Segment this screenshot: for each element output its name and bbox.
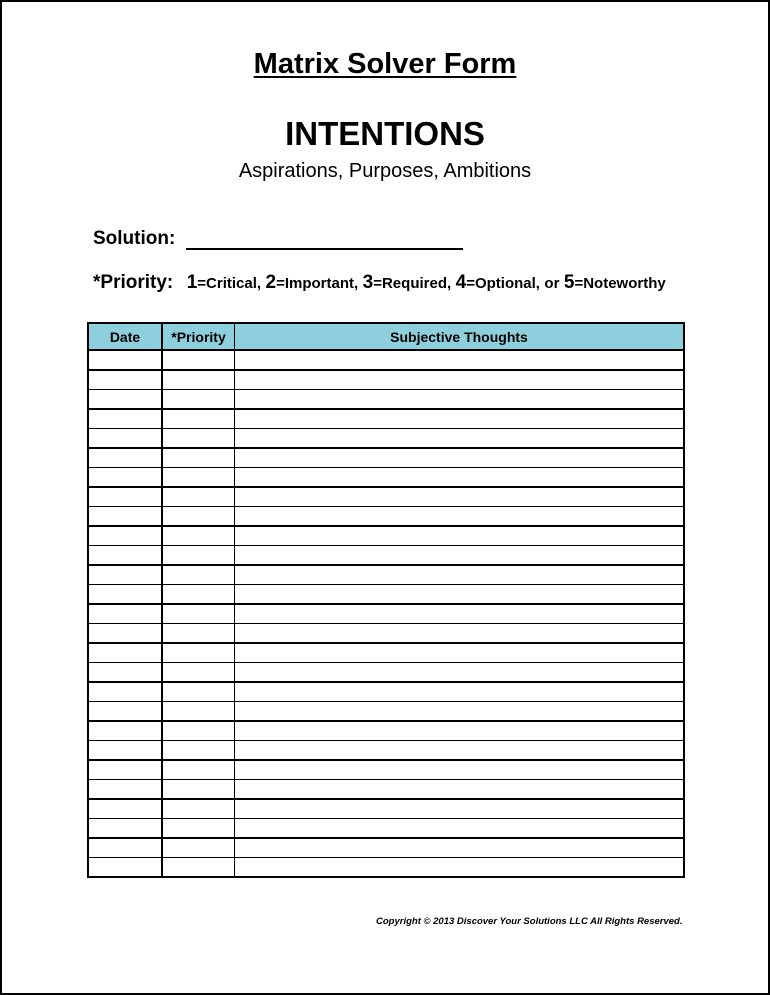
subjective-thoughts-cell[interactable]	[235, 468, 685, 488]
date-cell[interactable]	[88, 663, 162, 683]
table-row	[88, 585, 684, 605]
subjective-thoughts-cell[interactable]	[235, 604, 685, 624]
table-row	[88, 858, 684, 878]
date-cell[interactable]	[88, 546, 162, 566]
date-cell[interactable]	[88, 702, 162, 722]
table-row	[88, 546, 684, 566]
subjective-thoughts-cell[interactable]	[235, 663, 685, 683]
table-row	[88, 702, 684, 722]
subjective-thoughts-cell[interactable]	[235, 702, 685, 722]
priority-cell[interactable]	[162, 370, 235, 390]
priority-level-number: 2	[265, 272, 277, 293]
priority-cell[interactable]	[162, 487, 235, 507]
priority-level-desc: =Optional,	[466, 275, 540, 292]
solution-label: Solution:	[93, 228, 176, 249]
priority-cell[interactable]	[162, 546, 235, 566]
table-row	[88, 565, 684, 585]
priority-cell[interactable]	[162, 429, 235, 449]
subjective-thoughts-cell[interactable]	[235, 643, 685, 663]
priority-cell[interactable]	[162, 760, 235, 780]
table-row	[88, 624, 684, 644]
priority-cell[interactable]	[162, 409, 235, 429]
priority-cell[interactable]	[162, 624, 235, 644]
column-header-date: Date	[88, 323, 162, 350]
column-header-priority: *Priority	[162, 323, 235, 350]
date-cell[interactable]	[88, 390, 162, 410]
date-cell[interactable]	[88, 429, 162, 449]
date-cell[interactable]	[88, 624, 162, 644]
subjective-thoughts-cell[interactable]	[235, 507, 685, 527]
priority-level-number: 5	[563, 272, 575, 293]
table-row	[88, 721, 684, 741]
subjective-thoughts-cell[interactable]	[235, 526, 685, 546]
priority-cell[interactable]	[162, 819, 235, 839]
subjective-thoughts-cell[interactable]	[235, 760, 685, 780]
form-title: Matrix Solver Form	[253, 48, 517, 80]
priority-cell[interactable]	[162, 780, 235, 800]
date-cell[interactable]	[88, 468, 162, 488]
priority-level-number: 3	[362, 272, 374, 293]
subjective-thoughts-cell[interactable]	[235, 429, 685, 449]
subjective-thoughts-cell[interactable]	[235, 370, 685, 390]
date-cell[interactable]	[88, 780, 162, 800]
table-row	[88, 643, 684, 663]
subjective-thoughts-cell[interactable]	[235, 350, 685, 370]
priority-legend	[93, 272, 666, 294]
priority-cell[interactable]	[162, 448, 235, 468]
table-row	[88, 429, 684, 449]
date-cell[interactable]	[88, 507, 162, 527]
subjective-thoughts-cell[interactable]	[235, 487, 685, 507]
date-cell[interactable]	[88, 799, 162, 819]
subjective-thoughts-cell[interactable]	[235, 799, 685, 819]
table-row	[88, 409, 684, 429]
column-header-subjective-thoughts: Subjective Thoughts	[235, 323, 685, 350]
date-cell[interactable]	[88, 682, 162, 702]
section-subtitle: Aspirations, Purposes, Ambitions	[238, 160, 532, 182]
priority-cell[interactable]	[162, 858, 235, 878]
date-cell[interactable]	[88, 643, 162, 663]
priority-level-number: 4	[455, 272, 467, 293]
priority-cell[interactable]	[162, 741, 235, 761]
table-row	[88, 682, 684, 702]
subjective-thoughts-cell[interactable]	[235, 741, 685, 761]
priority-cell[interactable]	[162, 702, 235, 722]
priority-cell[interactable]	[162, 565, 235, 585]
solution-blank-line[interactable]	[186, 228, 463, 250]
date-cell[interactable]	[88, 604, 162, 624]
solution-row	[93, 228, 463, 250]
date-cell[interactable]	[88, 370, 162, 390]
subjective-thoughts-cell[interactable]	[235, 780, 685, 800]
subjective-thoughts-cell[interactable]	[235, 858, 685, 878]
table-row	[88, 604, 684, 624]
date-cell[interactable]	[88, 858, 162, 878]
table-body	[88, 350, 684, 877]
table-row	[88, 507, 684, 527]
intentions-table	[87, 322, 685, 878]
priority-level-desc: =Noteworthy	[574, 275, 666, 292]
priority-cell[interactable]	[162, 604, 235, 624]
date-cell[interactable]	[88, 409, 162, 429]
copyright-notice: Copyright © 2013 Discover Your Solutions LLC All Rights Reserved.	[376, 916, 683, 927]
table-row	[88, 760, 684, 780]
date-cell[interactable]	[88, 819, 162, 839]
subjective-thoughts-cell[interactable]	[235, 565, 685, 585]
date-cell[interactable]	[88, 487, 162, 507]
date-cell[interactable]	[88, 760, 162, 780]
table-header-row	[88, 323, 684, 350]
priority-cell[interactable]	[162, 838, 235, 858]
priority-level-number: 1	[186, 272, 198, 293]
subjective-thoughts-cell[interactable]	[235, 409, 685, 429]
priority-cell[interactable]	[162, 721, 235, 741]
date-cell[interactable]	[88, 565, 162, 585]
date-cell[interactable]	[88, 448, 162, 468]
section-title: INTENTIONS	[285, 115, 485, 152]
subjective-thoughts-cell[interactable]	[235, 390, 685, 410]
priority-cell[interactable]	[162, 643, 235, 663]
table-row	[88, 526, 684, 546]
subjective-thoughts-cell[interactable]	[235, 546, 685, 566]
priority-level-desc: =Required,	[373, 275, 452, 292]
priority-cell[interactable]	[162, 799, 235, 819]
priority-cell[interactable]	[162, 390, 235, 410]
table-row	[88, 819, 684, 839]
date-cell[interactable]	[88, 350, 162, 370]
date-cell[interactable]	[88, 741, 162, 761]
table-row	[88, 390, 684, 410]
table-row	[88, 741, 684, 761]
table-row	[88, 350, 684, 370]
priority-or-text: or	[544, 275, 560, 292]
date-cell[interactable]	[88, 838, 162, 858]
priority-cell[interactable]	[162, 663, 235, 683]
priority-cell[interactable]	[162, 585, 235, 605]
date-cell[interactable]	[88, 526, 162, 546]
table-row	[88, 468, 684, 488]
subjective-thoughts-cell[interactable]	[235, 624, 685, 644]
priority-cell[interactable]	[162, 507, 235, 527]
table-row	[88, 780, 684, 800]
date-cell[interactable]	[88, 585, 162, 605]
date-cell[interactable]	[88, 721, 162, 741]
priority-cell[interactable]	[162, 682, 235, 702]
table-row	[88, 487, 684, 507]
table-row	[88, 838, 684, 858]
priority-level-desc: =Important,	[276, 275, 359, 292]
subjective-thoughts-cell[interactable]	[235, 448, 685, 468]
subjective-thoughts-cell[interactable]	[235, 721, 685, 741]
subjective-thoughts-cell[interactable]	[235, 819, 685, 839]
priority-cell[interactable]	[162, 350, 235, 370]
priority-cell[interactable]	[162, 526, 235, 546]
priority-label: *Priority:	[93, 272, 174, 293]
table-row	[88, 370, 684, 390]
priority-cell[interactable]	[162, 468, 235, 488]
priority-level-desc: =Critical,	[197, 275, 262, 292]
table-row	[88, 663, 684, 683]
subjective-thoughts-cell[interactable]	[235, 682, 685, 702]
table-row	[88, 448, 684, 468]
subjective-thoughts-cell[interactable]	[235, 585, 685, 605]
subjective-thoughts-cell[interactable]	[235, 838, 685, 858]
table-row	[88, 799, 684, 819]
